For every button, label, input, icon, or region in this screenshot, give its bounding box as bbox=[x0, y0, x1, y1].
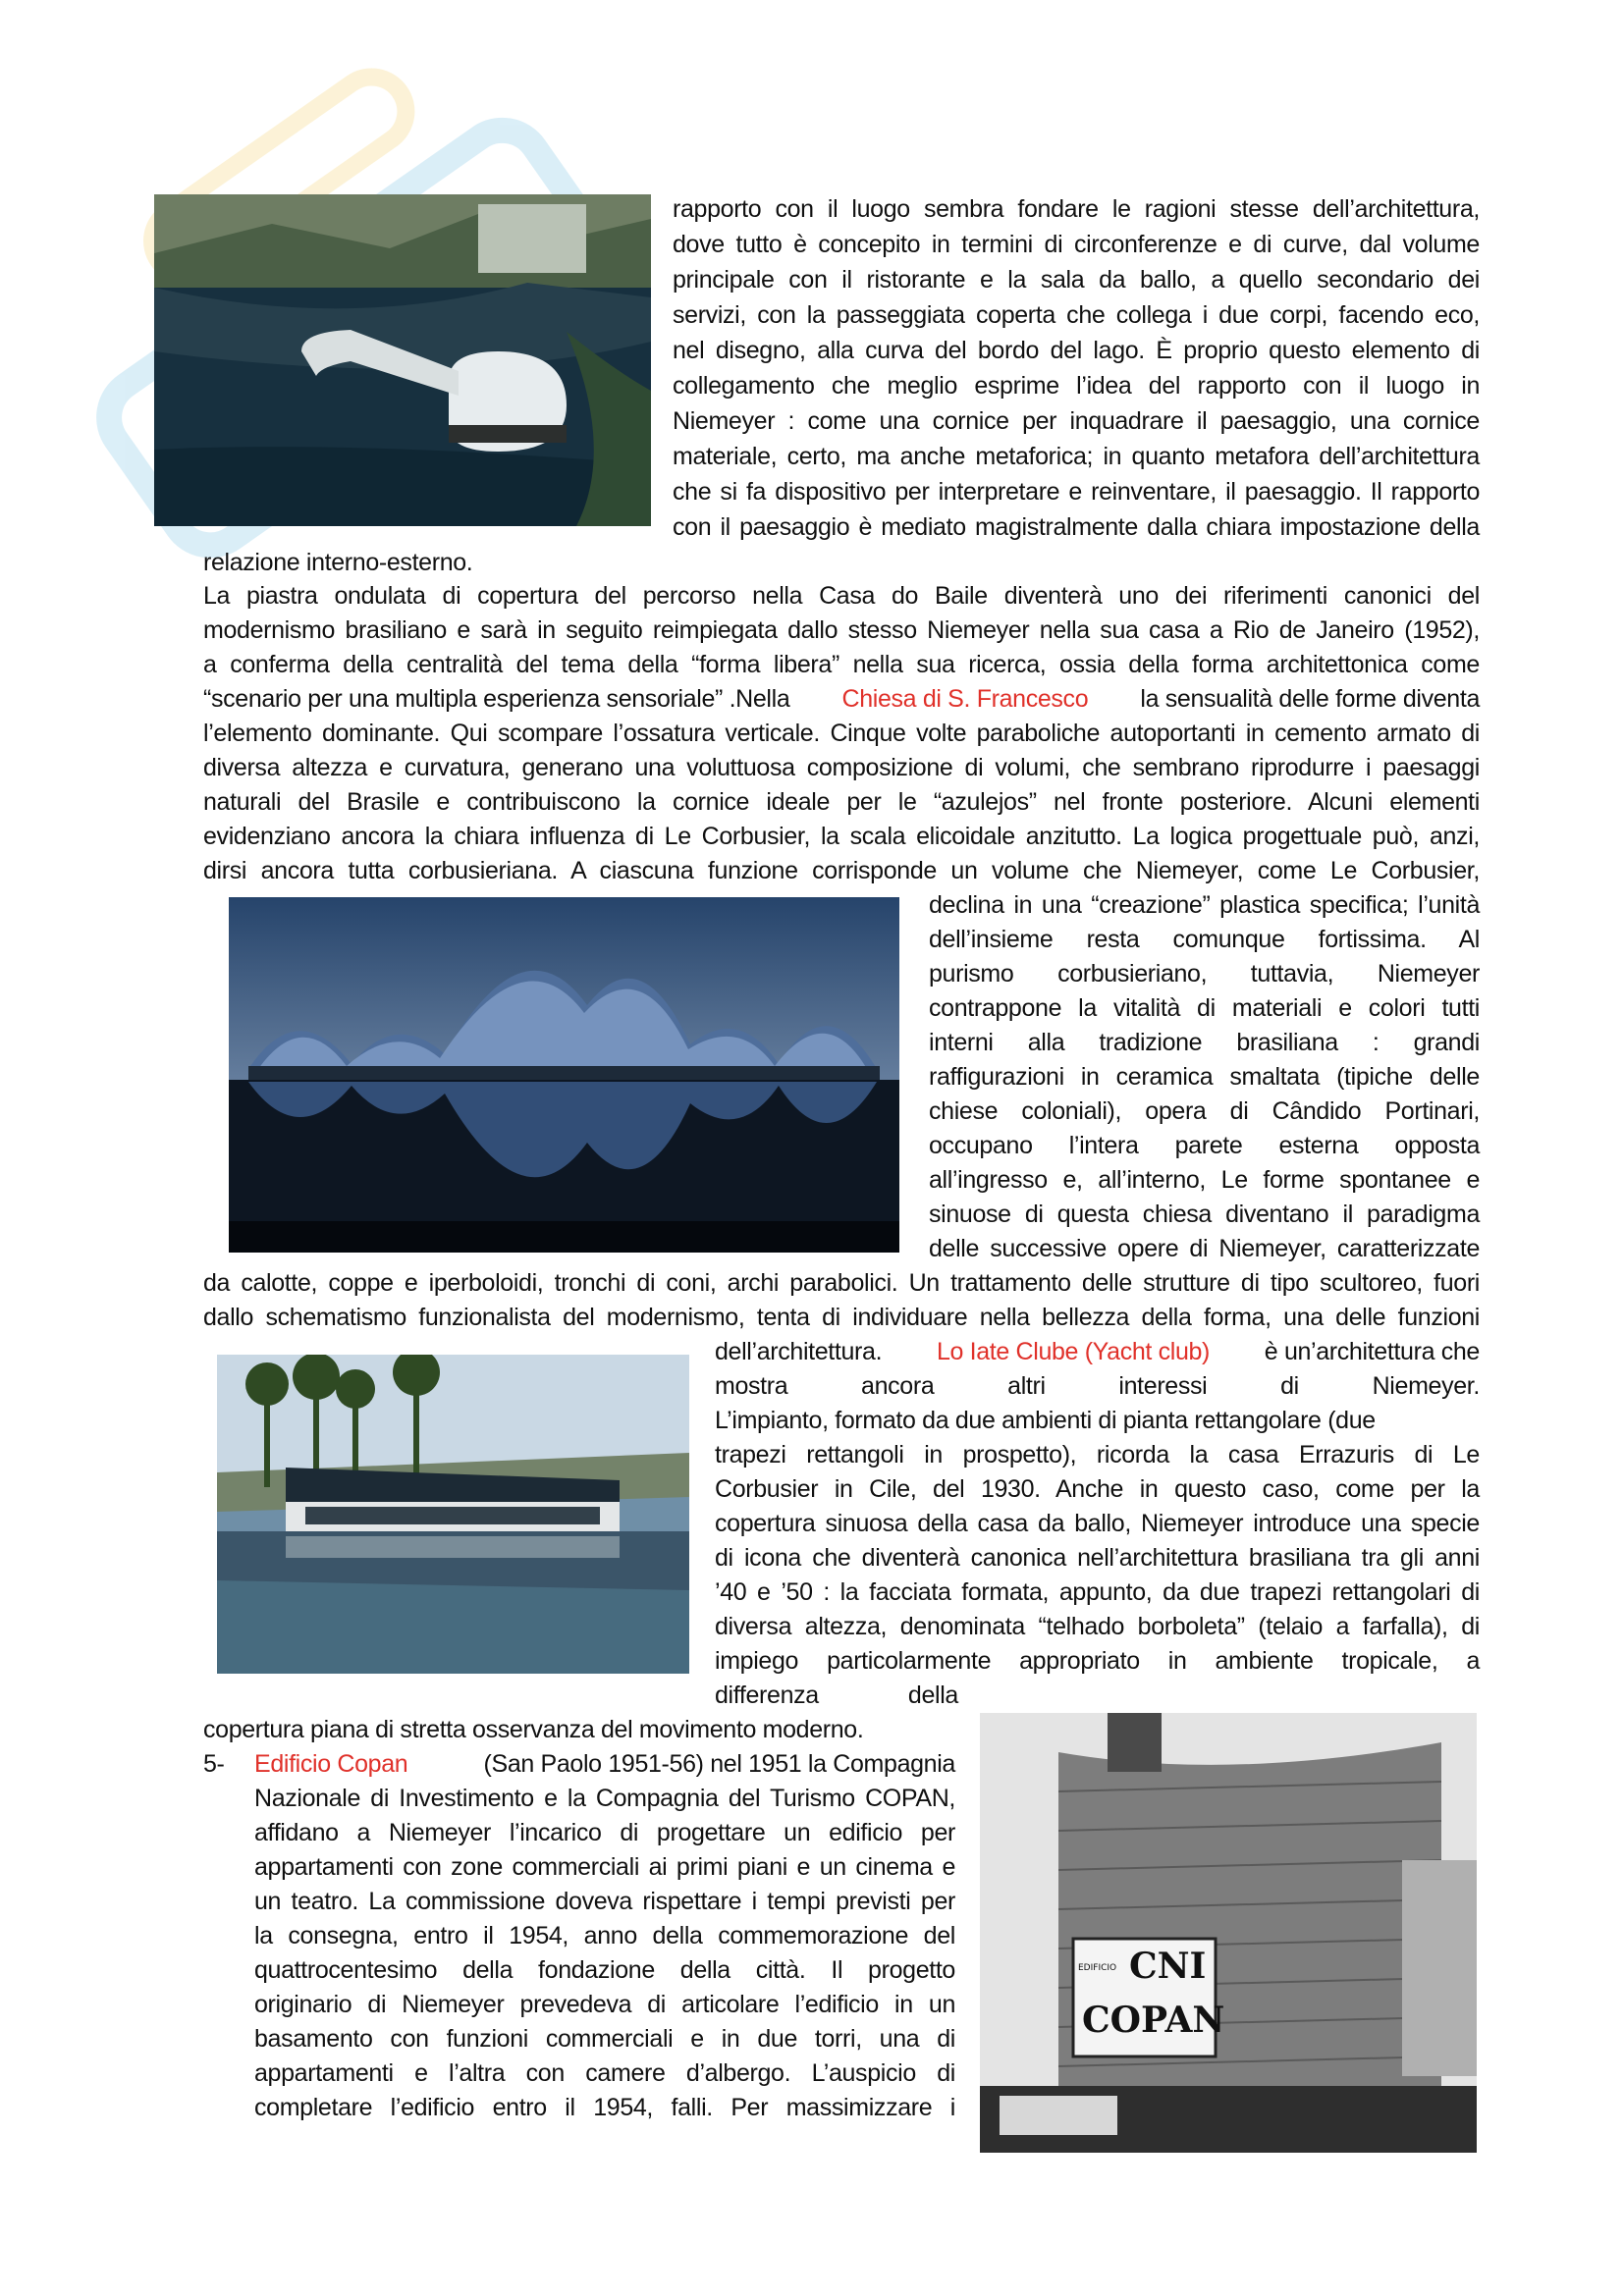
text-line: appartamenti con zone commerciali ai primi piani e un cinema e bbox=[254, 1853, 955, 1881]
text-line: collegamento che meglio esprime l’idea del rapporto con il luogo in bbox=[673, 372, 1480, 400]
text-line: contrappone la vitalità di materiali e colori tutti bbox=[929, 994, 1480, 1022]
text-line: servizi, con la passeggiata coperta che collega i due corpi, facendo eco, bbox=[673, 301, 1480, 329]
text-line bbox=[254, 2125, 955, 2159]
text-line: raffigurazioni in ceramica smaltata (tipiche delle bbox=[929, 1063, 1480, 1091]
text-line: ’40 e ’50 : la facciata formata, appunto, da due trapezi rettangolari di bbox=[715, 1578, 1480, 1606]
copan-sign-copan: COPAN bbox=[1082, 2000, 1225, 2041]
text-line: completare l’edificio entro il 1954, falli. Per massimizzare i bbox=[254, 2094, 955, 2121]
text-line: dove tutto è concepito in termini di circonferenze e di curve, dal volume bbox=[673, 231, 1480, 258]
text-line: purismo corbusieriano, tuttavia, Niemeyer bbox=[929, 960, 1480, 988]
list-marker: 5- bbox=[203, 1750, 225, 1778]
text-fragment: (San Paolo 1951-56) nel 1951 la Compagnia bbox=[483, 1750, 955, 1778]
text-fragment: dell’architettura. bbox=[715, 1338, 883, 1365]
text-line: diversa altezza e curvatura, generano una voluttuosa composizione di volumi, che sembrano riprodurre i paesaggi bbox=[203, 754, 1480, 781]
text-line: trapezi rettangoli in prospetto), ricorda la casa Errazuris di Le bbox=[715, 1441, 1480, 1468]
text-line: Niemeyer : come una cornice per inquadrare il paesaggio, una cornice bbox=[673, 407, 1480, 435]
text-line: un teatro. La commissione doveva rispettare i tempi previsti per bbox=[254, 1888, 955, 1915]
text-line: La piastra ondulata di copertura del percorso nella Casa do Baile diventerà uno dei riferimenti canonici del bbox=[203, 582, 1480, 610]
figure-casa-do-baile bbox=[154, 194, 651, 526]
highlight-chiesa-san-francesco: Chiesa di S. Francesco bbox=[841, 685, 1089, 713]
text-line: rapporto con il luogo sembra fondare le ragioni stesse dell’architettura, bbox=[673, 195, 1480, 223]
text-line: sinuose di questa chiesa diventano il paradigma bbox=[929, 1201, 1480, 1228]
text-line: principale con il ristorante e la sala da ballo, a quello secondario dei bbox=[673, 266, 1480, 294]
text-line: con il paesaggio è mediato magistralmente dalla chiara impostazione della bbox=[673, 513, 1480, 541]
text-line: declina in una “creazione” plastica specifica; l’unità bbox=[929, 891, 1480, 919]
text-line: che si fa dispositivo per interpretare e reinventare, il paesaggio. Il rapporto bbox=[673, 478, 1480, 506]
text-line: delle successive opere di Niemeyer, caratterizzate bbox=[929, 1235, 1480, 1262]
text-line: l’elemento dominante. Qui scompare l’ossatura verticale. Cinque volte paraboliche autoportanti in cemento armato di bbox=[203, 720, 1480, 747]
text-line: all’ingresso e, all’interno, Le forme spontanee e bbox=[929, 1166, 1480, 1194]
text-line: affidano a Niemeyer l’incarico di progettare un edificio per bbox=[254, 1819, 955, 1846]
figure-iate-clube bbox=[217, 1355, 689, 1674]
text-line: a conferma della centralità del tema della “forma libera” nella sua ricerca, ossia della forma architettonica come bbox=[203, 651, 1480, 678]
text-line-copan bbox=[254, 1747, 955, 1781]
text-line: Corbusier in Cile, del 1930. Anche in questo caso, come per la bbox=[715, 1475, 1480, 1503]
text-line: di icona che diventerà canonica nell’architettura brasiliana tra gli anni bbox=[715, 1544, 1480, 1572]
text-line: diversa altezza, denominata “telhado borboleta” (telaio a farfalla), di bbox=[715, 1613, 1480, 1640]
copan-sign-cni: CNI bbox=[1129, 1946, 1207, 1987]
text-line: mostra ancora altri interessi di Niemeyer. bbox=[715, 1372, 1480, 1400]
text-fragment: la sensualità delle forme diventa bbox=[1140, 685, 1480, 713]
text-line: evidenziano ancora la chiara influenza di Le Corbusier, la scala elicoidale anzitutto. La logica progettuale può, anzi, bbox=[203, 823, 1480, 850]
highlight-edificio-copan: Edificio Copan bbox=[254, 1750, 408, 1778]
text-line: relazione interno-esterno. bbox=[203, 549, 473, 576]
text-line: basamento con funzioni commerciali e in due torri, una di bbox=[254, 2025, 955, 2053]
text-line: originario di Niemeyer prevedeva di articolare l’edificio in un bbox=[254, 1991, 955, 2018]
text-line: modernismo brasiliano e sarà in seguito reimpiegata dallo stesso Niemeyer nella sua casa a Rio de Janeiro (1952), bbox=[203, 616, 1480, 644]
text-line: dell’insieme resta comunque fortissima. Al bbox=[929, 926, 1480, 953]
text-line: la consegna, entro il 1954, anno della commemorazione del bbox=[254, 1922, 955, 1949]
text-line: quattrocentesimo della fondazione della città. Il progetto bbox=[254, 1956, 955, 1984]
text-line: occupano l’intera parete esterna opposta bbox=[929, 1132, 1480, 1159]
text-line-chiesa bbox=[203, 682, 1480, 716]
text-line: nel disegno, alla curva del bordo del lago. È proprio questo elemento di bbox=[673, 337, 1480, 364]
text-line: differenza della bbox=[715, 1682, 958, 1709]
figure-edificio-copan bbox=[980, 1713, 1477, 2153]
text-line: interni alla tradizione brasiliana : grandi bbox=[929, 1029, 1480, 1056]
text-line: copertura sinuosa della casa da ballo, Niemeyer introduce una specie bbox=[715, 1510, 1480, 1537]
copan-sign-edificio: EDIFICIO bbox=[1078, 1963, 1117, 1973]
figure-chiesa-san-francesco bbox=[229, 897, 899, 1253]
text-line: chiese coloniali), opera di Cândido Portinari, bbox=[929, 1097, 1480, 1125]
text-line: da calotte, coppe e iperboloidi, tronchi di coni, archi parabolici. Un trattamento delle strutture di tipo scultoreo, fuori bbox=[203, 1269, 1480, 1297]
text-line: Nazionale di Investimento e la Compagnia del Turismo COPAN, bbox=[254, 1785, 955, 1812]
text-fragment: “scenario per una multipla esperienza sensoriale” .Nella bbox=[203, 685, 790, 713]
text-line: impiego particolarmente appropriato in ambiente tropicale, a bbox=[715, 1647, 1480, 1675]
text-line: dallo schematismo funzionalista del modernismo, tenta di individuare nella bellezza della forma, una delle funzioni bbox=[203, 1304, 1480, 1331]
highlight-iate-clube: Lo Iate Clube (Yacht club) bbox=[936, 1338, 1211, 1365]
text-line: materiale, certo, ma anche metaforica; in quanto metafora dell’architettura bbox=[673, 443, 1480, 470]
text-line: copertura piana di stretta osservanza del movimento moderno. bbox=[203, 1716, 864, 1743]
text-line: naturali del Brasile e contribuiscono la cornice ideale per le “azulejos” nel fronte posteriore. Alcuni elementi bbox=[203, 788, 1480, 816]
text-line: dirsi ancora tutta corbusieriana. A ciascuna funzione corrisponde un volume che Niemeyer, come Le Corbusier, bbox=[203, 857, 1480, 884]
text-fragment: è un’architettura che bbox=[1264, 1338, 1480, 1365]
text-line: appartamenti e l’altra con camere d’albergo. L’auspicio di bbox=[254, 2059, 955, 2087]
text-line-iate bbox=[715, 1335, 1480, 1368]
text-line: L’impianto, formato da due ambienti di pianta rettangolare (due bbox=[715, 1407, 1376, 1434]
